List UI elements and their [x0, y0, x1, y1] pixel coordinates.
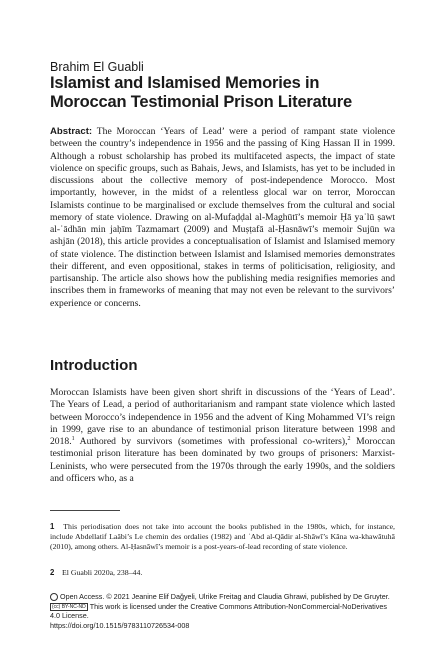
- footnote-ref-2[interactable]: 2: [347, 435, 351, 442]
- body-text-2: Authored by survivors (sometimes with professional co-writers),: [74, 436, 348, 447]
- abstract-label: Abstract:: [50, 126, 93, 137]
- open-access-icon: [50, 593, 58, 601]
- article-title: [50, 74, 410, 112]
- footnote-ref-1[interactable]: 1: [71, 435, 75, 442]
- footnote-text: This periodisation does not take into account the books published in the 1980s, which, for instance, include Abdellatif Laâbi’s Le chemin des ordalies (1982) and ʿAbd al-Qādir al-Shāwī’s Kāna wa-khawātuhā (2010), among others. Al-Ḥasnāwī’s memoir is a post-years-of-lead recording of state violence.: [50, 522, 395, 551]
- author-name: Brahim El Guabli: [50, 60, 144, 74]
- footnote-divider: [50, 510, 120, 511]
- open-access-text: Open Access. © 2021 Jeanine Elif Dağyeli, Ulrike Freitag and Claudia Ghrawi, published by De Gruyter.: [60, 592, 390, 601]
- open-access-notice: [50, 592, 395, 630]
- body-paragraph: [50, 387, 395, 485]
- abstract-text: The Moroccan ‘Years of Lead’ were a period of rampant state violence between the country’s independence in 1956 and the passing of King Hassan II in 1999. Although a robust scholarship has probed its multifaceted aspects, the impact of state violence on specific groups, such as Bahais, Jews, and Islamists, has yet to be included in discussions about the collective memory of post-independence Morocco. Most importantly, however, in the midst of a relentless glocal war on terror, Moroccan Islamists continue to be marginalised or exclude themselves from the cultural and social memory of state violence. Drawing on al-Mufaḍḍal al-Maghūtī’s memoir Ḥā yaʿlū ṣawt al-ʿādhān min jaḥīm Tazmamart (2009) and Muṣṭafā al-Ḥasnāwī’s memoir Sujūn wa ashjān (2018), this article provides a conceptualisation of Islamist and Islamised memory of state violence. The distinction between Islamist and Islamised memories demonstrates their different, and even oppositional, stakes in terms of politicisation, religiosity, and partisanship. The article also shows how the publishing media resignifies memories and inscribes them in frameworks of meaning that may not even be relevant to the survivors’ experience or concerns.: [50, 126, 395, 309]
- footnote-2: [50, 568, 395, 578]
- title-line-1: Islamist and Islamised Memories in: [50, 74, 320, 92]
- section-heading: Introduction: [50, 357, 138, 374]
- doi-link[interactable]: https://doi.org/10.1515/9783110726534-008: [50, 620, 190, 630]
- body-text-1: Moroccan Islamists have been given short shrift in discussions of the ‘Years of Lead’. The Years of Lead, a period of authoritarianism and rampant state violence which lasted between Morocco’s independence in 1956 and the advent of King Mohammed VI’s reign in 1999, gave rise to an abundance of testimonial prison literature between 1998 and 2018.: [50, 387, 395, 447]
- body-text-3: Moroccan testimonial prison literature has been dominated by two groups of prisoners: Marxist-Leninists, who were persecuted from the 1970s through the early 1990s, and the soldiers and officers who, as a: [50, 436, 395, 484]
- license-text: This work is licensed under the Creative Commons Attribution-NonCommercial-NoDerivatives 4.0 License.: [50, 601, 387, 621]
- footnote-number: 2: [50, 568, 55, 577]
- abstract: [50, 126, 395, 310]
- footnote-1: [50, 522, 395, 552]
- cc-license-icon: (cc) BY-NC-ND: [52, 603, 86, 610]
- footnote-text: El Guabli 2020a, 238–44.: [61, 568, 143, 577]
- footnote-number: 1: [50, 522, 55, 531]
- title-line-2: Moroccan Testimonial Prison Literature: [50, 93, 352, 111]
